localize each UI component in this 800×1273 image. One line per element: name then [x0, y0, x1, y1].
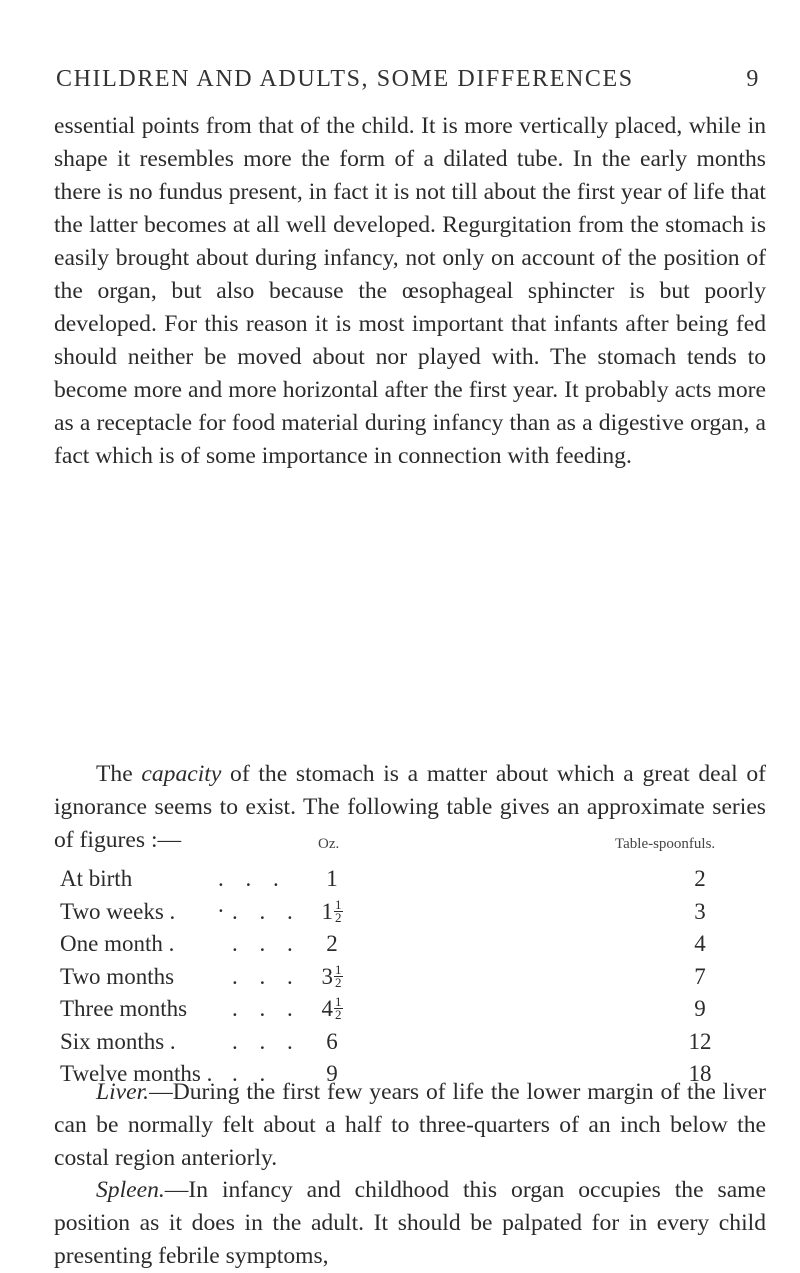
leader-dots: . . . — [232, 1028, 301, 1054]
row-label: Twelve months . — [60, 1061, 213, 1086]
oz-value: 6 — [326, 1028, 338, 1054]
oz-value: 1 $\frac{1}{2}$ — [321, 896, 342, 925]
row-label: Two weeks . — [60, 898, 176, 924]
oz-fraction: $\frac{1}{2}$ — [335, 961, 342, 990]
leader-dots: . . . . — [218, 866, 287, 917]
leader-dots: . . . — [232, 996, 301, 1021]
leader-dots: . . . — [232, 898, 301, 924]
table-row — [0, 996, 800, 1028]
italic-term-capacity: capacity — [141, 761, 222, 787]
paragraph-text: Liver.—During the first few years of life the lower margin of the liver can be normally felt about a half to three-quarters of an inch below the costal region anteriorly. — [54, 1079, 766, 1171]
oz-value: 3 $\frac{1}{2}$ — [321, 961, 342, 990]
paragraph-text: The capacity of the stomach is a matter about which a great deal of ignorance seems to exist. The following table gives an approximate series of figures :— — [54, 761, 766, 853]
oz-value: 1 — [326, 866, 338, 891]
leader-dots: . . — [232, 1061, 274, 1086]
column-header-tablespoonfuls: Table-spoonfuls. — [615, 836, 716, 852]
section-heading-spleen: Spleen. — [96, 1177, 165, 1203]
column-header-oz: Oz. — [318, 836, 340, 852]
leader-dots: . . . — [232, 931, 301, 956]
table-row — [0, 931, 800, 963]
tablespoon-value: 9 — [694, 996, 706, 1021]
oz-value: 2 — [326, 931, 338, 956]
table-row — [0, 961, 800, 996]
table-row — [0, 896, 800, 931]
tablespoon-value: 12 — [688, 1028, 712, 1054]
paragraph-text: Spleen.—In infancy and childhood this organ occupies the same position as it does in the adult. It should be palpated for in every child presenting febrile symptoms, — [54, 1177, 766, 1269]
page-number: 9 — [746, 66, 760, 92]
tablespoon-value: 3 — [694, 898, 706, 924]
section-heading-liver: Liver. — [96, 1079, 150, 1105]
row-label: Two months — [60, 963, 175, 989]
tablespoon-value: 2 — [694, 866, 706, 891]
paragraph-spleen — [54, 1174, 766, 1273]
table-row — [0, 1029, 800, 1061]
oz-value: 9 — [326, 1061, 338, 1086]
tablespoon-value: 7 — [694, 963, 706, 989]
row-label: At birth — [60, 866, 133, 891]
oz-value: 4 $\frac{1}{2}$ — [321, 994, 342, 1022]
paragraph-stomach-position — [54, 110, 766, 473]
row-label: Six months . — [60, 1028, 176, 1054]
row-label: One month . — [60, 931, 175, 956]
row-label: Three months — [60, 996, 188, 1021]
paragraph-liver — [54, 1076, 766, 1175]
running-head — [56, 66, 760, 93]
tablespoon-value: 4 — [694, 931, 706, 956]
leader-dots: . . . — [232, 963, 301, 989]
paragraph-text: essential points from that of the child. It is more vertically placed, while in shape it resembles more the form of a dilated tube. In the early months there is no fundus present, in fact it is not till about the first year of life that the latter becomes at all well developed. Regurgitation from the stomach is easily brought about during infancy, not only on account of the position of the organ, but also because the œsophageal sphincter is but poorly developed. For this reason it is most important that infants after being fed should neither be moved about nor played with. The stomach tends to become more and more horizontal after the first year. It probably acts more as a receptacle for food material during infancy than as a digestive organ, a fact which is of some importance in connection with feeding. — [54, 113, 766, 469]
oz-fraction: $\frac{1}{2}$ — [335, 994, 342, 1022]
tablespoon-value: 18 — [688, 1061, 712, 1086]
chapter-title: CHILDREN AND ADULTS, SOME DIFFERENCES — [56, 66, 634, 92]
oz-fraction: $\frac{1}{2}$ — [335, 896, 342, 925]
